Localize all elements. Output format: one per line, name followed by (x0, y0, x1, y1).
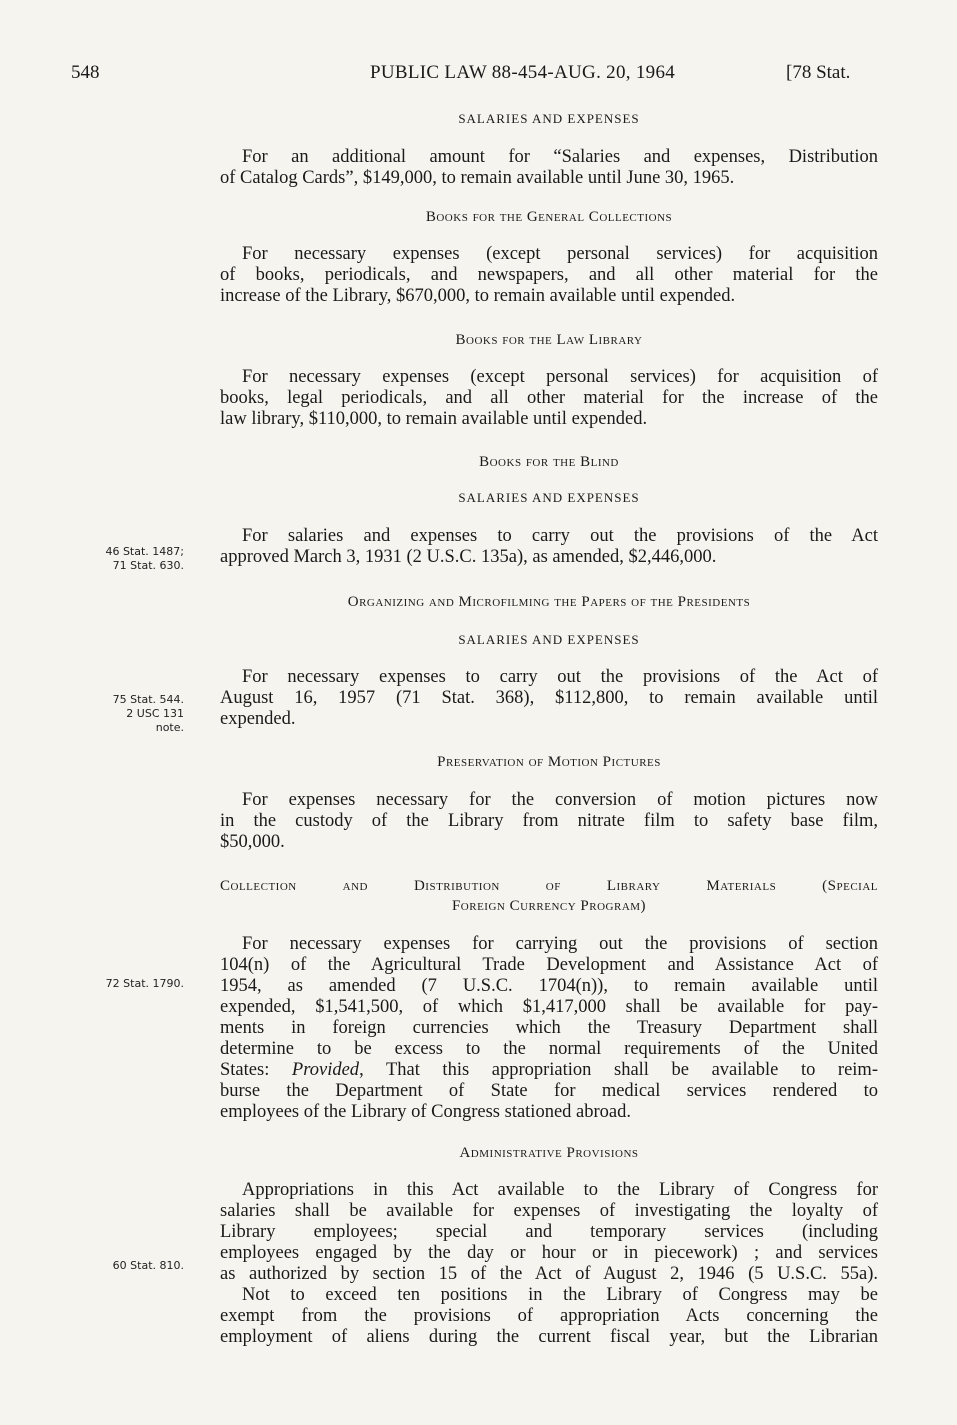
margin-note: 46 Stat. 1487; 71 Stat. 630. (105, 545, 184, 572)
section-heading: Books for the Law Library (455, 332, 643, 348)
section-subheading: SALARIES AND EXPENSES (458, 632, 640, 647)
section-heading: Organizing and Microfilming the Papers of the Presidents (347, 594, 751, 610)
section-heading-continued: Foreign Currency Program) (451, 898, 647, 914)
section-paragraph: For an additional amount for “Salaries and expenses, Distribution of Catalog Cards”, $149,000, to remain available until June 30, 1965. (220, 147, 878, 188)
section-heading: Books for the General Collections (425, 209, 673, 225)
section-subheading: SALARIES AND EXPENSES (458, 490, 640, 505)
section-heading: Collection and Distribution of Library Materials (Special (220, 878, 878, 894)
section-paragraph: For necessary expenses (except personal services) for acquisition of books, legal periodicals, and all other material for the increase of the law library, $110,000, to remain available until expended. (220, 367, 878, 429)
section-paragraph: For expenses necessary for the conversion of motion pictures now in the custody of the Library from nitrate film to safety base film, $50,000. (220, 790, 878, 852)
section-heading: Administrative Provisions (459, 1145, 639, 1161)
margin-note: 60 Stat. 810. (112, 1259, 184, 1272)
page-number: 548 (71, 62, 100, 83)
section-paragraph: Appropriations in this Act available to the Library of Congress for salaries shall be available for expenses of investigating the loyalty of Library employees; special and temporary services (including employees engaged by the day or hour or in piecework) ; and services as authorized by section 15 of the Act of August 2, 1946 (5 U.S.C. 55a). Not to exceed ten positions in the Library of Congress may be exempt from the provisions of appropriation Acts concerning the employment of aliens during the current fiscal year, but the Librarian (220, 1180, 878, 1347)
section-heading: Books for the Blind (479, 454, 619, 470)
section-subheading: SALARIES AND EXPENSES (458, 111, 640, 126)
section-heading: Preservation of Motion Pictures (437, 754, 661, 770)
section-paragraph: For necessary expenses (except personal services) for acquisition of books, periodicals, and newspapers, and all other material for the increase of the Library, $670,000, to remain available until expended. (220, 244, 878, 306)
margin-note: 75 Stat. 544. 2 USC 131 note. (112, 693, 184, 734)
section-paragraph: For necessary expenses to carry out the provisions of the Act of August 16, 1957 (71 Stat. 368), $112,800, to remain available until expended. (220, 667, 878, 729)
page-header (0, 62, 957, 90)
statute-reference: [78 Stat. (786, 62, 851, 83)
running-title: PUBLIC LAW 88-454-AUG. 20, 1964 (370, 62, 676, 83)
margin-note: 72 Stat. 1790. (105, 977, 184, 990)
section-paragraph: For necessary expenses for carrying out the provisions of section 104(n) of the Agricultural Trade Development and Assistance Act of 1954, as amended (7 U.S.C. 1704(n)), to remain available until expended, $1,541,500, of which $1,417,000 shall be available for pay- ments in foreign currencies which the Treasury Department shall determine to be excess to the normal requirements of the United States: Provided, That this appropriation shall be available to reim- burse the Department of State for medical services rendered to employees of the Library of Congress stationed abroad. (220, 934, 878, 1122)
section-paragraph: For salaries and expenses to carry out the provisions of the Act approved March 3, 1931 (2 U.S.C. 135a), as amended, $2,446,000. (220, 526, 878, 567)
